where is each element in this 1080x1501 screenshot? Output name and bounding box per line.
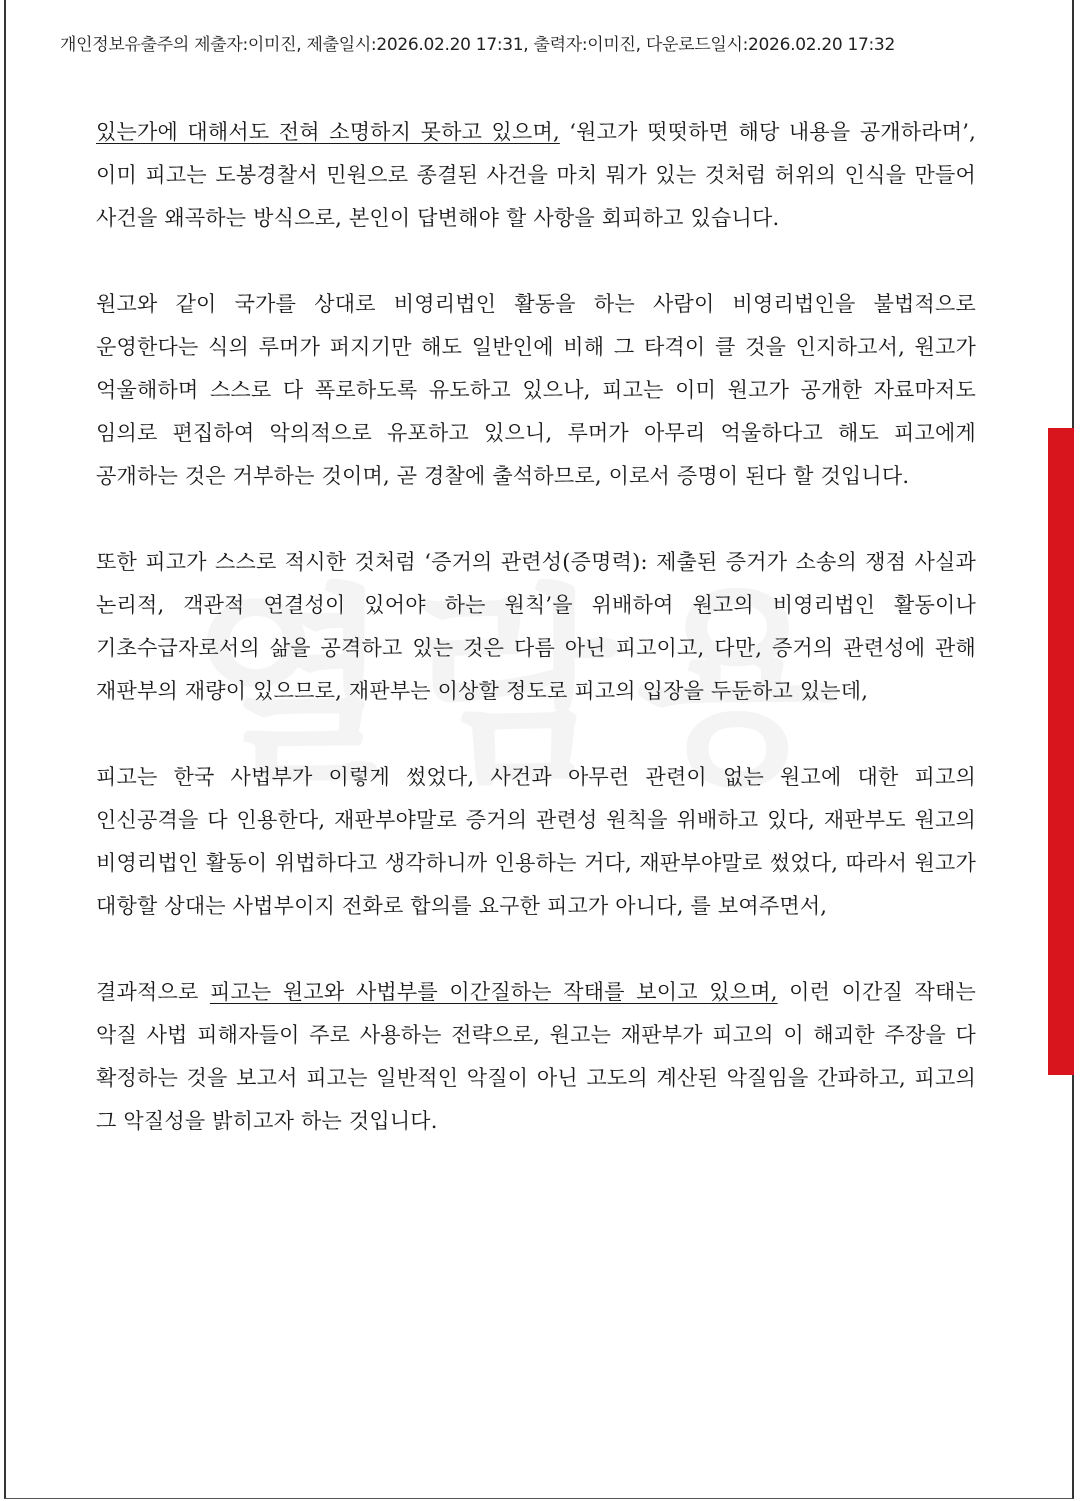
paragraph-5 [96,971,976,1143]
document-body [96,111,976,1143]
side-marker-bar [1048,428,1074,1075]
paragraph-5-lead: 결과적으로 [96,980,210,1004]
paragraph-5-text: 이런 이간질 작태는 악질 사법 피해자들이 주로 사용하는 전략으로, 원고는 재판부가 피고의 이 해괴한 주장을 다 확정하는 것을 보고서 피고는 일반적인 악질이 아닌 고도의 계산된 악질임을 간파하고, 피고의 그 악질성을 밝히고자 하는 것입니다. [96,980,977,1133]
paragraph-1-text: ‘원고가 떳떳하면 해당 내용을 공개하라며’, 이미 피고는 도봉경찰서 민원으로 종결된 사건을 마치 뭐가 있는 것처럼 허위의 인식을 만들어 사건을 왜곡하는 방식으로, 본인이 답변해야 할 사항을 회피하고 있습니다. [96,120,976,230]
paragraph-5-underlined: 피고는 원고와 사법부를 이간질하는 작태를 보이고 있으며, [209,980,778,1004]
paragraph-4: 피고는 한국 사법부가 이렇게 썼었다, 사건과 아무런 관련이 없는 원고에 대한 피고의 인신공격을 다 인용한다, 재판부야말로 증거의 관련성 원칙을 위배하고 있다, 재판부도 원고의 비영리법인 활동이 위법하다고 생각하니까 인용하는 거다, 재판부야말로 썼었다, 따라서 원고가 대항할 상대는 사법부이지 전화로 합의를 요구한 피고가 아니다, 를 보여주면서, [96,765,976,918]
paragraph-3: 또한 피고가 스스로 적시한 것처럼 ‘증거의 관련성(증명력): 제출된 증거가 소송의 쟁점 사실과 논리적, 객관적 연결성이 있어야 하는 원칙’을 위배하여 원고의 비영리법인 활동이나 기초수급자로서의 삶을 공격하고 있는 것은 다름 아닌 피고이고, 다만, 증거의 관련성에 관해 재판부의 재량이 있으므로, 재판부는 이상할 정도로 피고의 입장을 두둔하고 있는데, [96,550,976,703]
document-header: 개인정보유출주의 제출자:이미진, 제출일시:2026.02.20 17:31, 출력자:이미진, 다운로드일시:2026.02.20 17:32 [60,35,895,55]
paragraph-1-underlined: 있는가에 대해서도 전혀 소명하지 못하고 있으며, [96,120,560,144]
paragraph-1 [96,111,976,240]
paragraph-2: 원고와 같이 국가를 상대로 비영리법인 활동을 하는 사람이 비영리법인을 불법적으로 운영한다는 식의 루머가 퍼지기만 해도 일반인에 비해 그 타격이 클 것을 인지하고서, 원고가 억울해하며 스스로 다 폭로하도록 유도하고 있으나, 피고는 이미 원고가 공개한 자료마저도 임의로 편집하여 악의적으로 유포하고 있으니, 루머가 아무리 억울하다고 해도 피고에게 공개하는 것은 거부하는 것이며, 곧 경찰에 출석하므로, 이로서 증명이 된다 할 것입니다. [96,292,976,488]
